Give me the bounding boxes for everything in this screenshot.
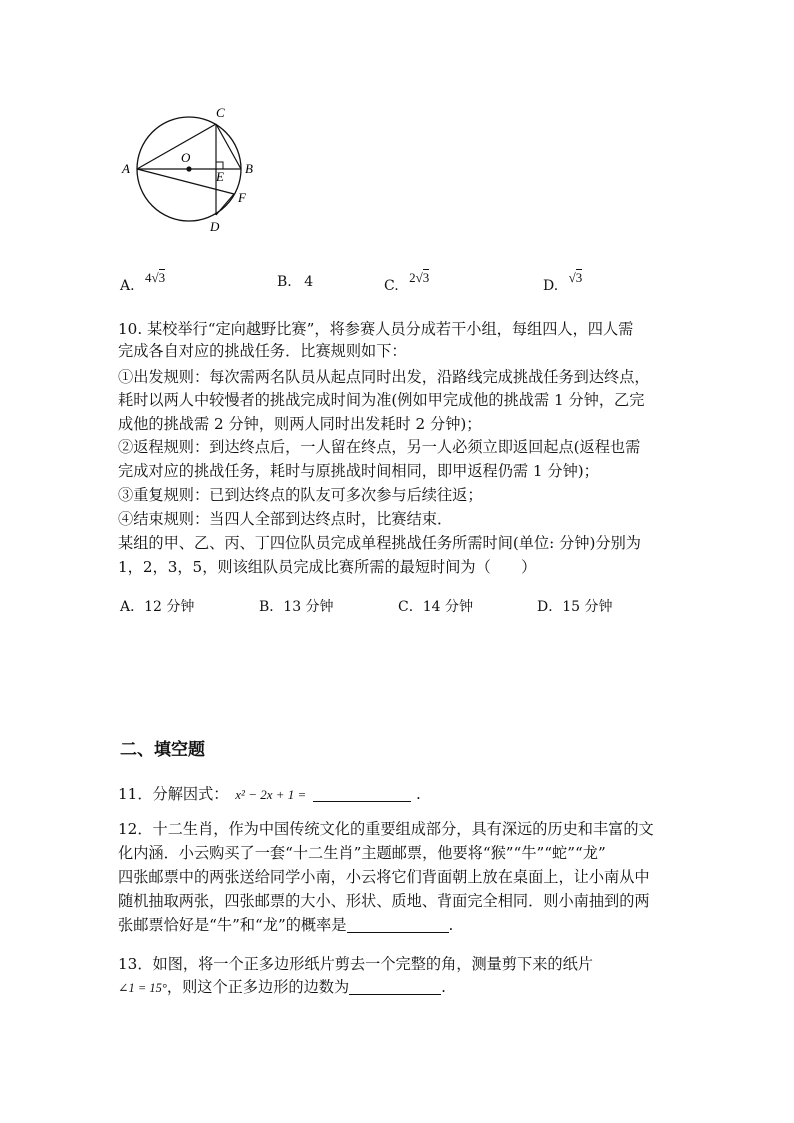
q10-line: 完成对应的挑战任务，耗时与原挑战时间相同，即甲返程仍需 1 分钟)； — [118, 462, 599, 480]
q10-option-b: B．13 分钟 — [259, 599, 334, 615]
q10-line: 某组的甲、乙、丙、丁四位队员完成单程挑战任务所需时间(单位: 分钟)分别为 — [118, 534, 641, 552]
q12-suffix: . — [448, 916, 454, 934]
answer-blank — [349, 980, 441, 995]
q12-line: 随机抽取两张，四张邮票的大小、形状、质地、背面完全相同．则小南抽到的两 — [118, 892, 650, 910]
sqrt-symbol: √ — [415, 270, 423, 285]
q12-line: 12．十二生肖，作为中国传统文化的重要组成部分，具有深远的历史和丰富的文 — [118, 820, 654, 838]
q13-suffix: . — [441, 978, 446, 996]
q10-line: ①出发规则：每次需两名队员从起点同时出发，沿路线完成挑战任务到达终点， — [118, 368, 650, 386]
q10-line: ②返程规则：到达终点后，一人留在终点，另一人必须立即返回起点(返程也需 — [118, 438, 641, 456]
q9-option-d — [543, 270, 583, 294]
sqrt-symbol: √ — [151, 270, 159, 285]
coefficient: 4 — [145, 270, 152, 285]
q10-option-d: D．15 分钟 — [537, 599, 613, 615]
option-letter: B. — [277, 274, 292, 290]
coefficient: 2 — [409, 270, 416, 285]
q13-text: ，则这个正多边形的边数为 — [166, 978, 350, 996]
option-letter: D. — [543, 278, 559, 294]
label-C: C — [216, 105, 225, 120]
q10-option-a: A．12 分钟 — [120, 599, 195, 615]
q11-suffix: . — [415, 785, 421, 803]
q10-line: ③重复规则：已到达终点的队友可多次参与后续往返； — [118, 486, 483, 504]
q12-last-line — [118, 914, 453, 936]
sqrt-symbol: √ — [568, 270, 576, 285]
q9-option-b — [277, 274, 313, 290]
q10-line: 完成各自对应的挑战任务．比赛规则如下： — [118, 342, 407, 360]
label-A: A — [122, 161, 130, 176]
q9-option-a — [120, 270, 166, 294]
label-D: D — [210, 219, 220, 234]
q11-prefix: 11．分解因式： — [118, 785, 229, 803]
label-F: F — [238, 190, 246, 205]
q13-angle: ∠1 = 15° — [118, 981, 167, 995]
q10-line: 10. 某校举行“定向越野比赛”，将参赛人员分成若干小组，每组四人，四人需 — [118, 320, 634, 338]
answer-blank — [347, 918, 449, 933]
segment-AC — [137, 124, 216, 169]
q9-option-c — [384, 270, 430, 294]
q10-line: 耗时以两人中较慢者的挑战完成时间为准(例如甲完成他的挑战需 1 分钟，乙完 — [118, 391, 645, 409]
radicand: 3 — [158, 270, 166, 285]
q10-line: ④结束规则：当四人全部到达终点时，比赛结束． — [118, 510, 453, 528]
q13-line: 13．如图，将一个正多边形纸片剪去一个完整的角，测量剪下来的纸片 — [118, 955, 593, 973]
q10-line: 成他的挑战需 2 分钟，则两人同时出发耗时 2 分钟)； — [118, 415, 482, 433]
q12-line: 化内涵．小云购买了一套“十二生肖”主题邮票，他要将“猴”“牛”“蛇”“龙” — [118, 844, 606, 862]
answer-blank — [313, 787, 411, 802]
right-angle-mark — [216, 162, 223, 169]
label-O: O — [181, 150, 191, 165]
label-E: E — [216, 169, 224, 184]
q13-second-line — [118, 976, 446, 999]
option-letter: C. — [384, 278, 399, 294]
q10-line: 1，2，3，5，则该组队员完成比赛所需的最短时间为（ ） — [118, 558, 537, 576]
q10-option-c: C．14 分钟 — [398, 599, 473, 615]
section-heading: 二、填空题 — [120, 740, 205, 760]
center-point-O — [186, 166, 191, 171]
q11-expression: x² − 2x + 1 = — [235, 787, 307, 802]
label-B: B — [245, 161, 253, 176]
option-letter: A. — [120, 278, 135, 294]
question-11 — [118, 783, 421, 806]
radicand: 3 — [422, 270, 430, 285]
circle-geometry-figure — [110, 100, 270, 240]
q12-last-text: 张邮票恰好是“牛”和“龙”的概率是 — [118, 916, 347, 934]
q12-line: 四张邮票中的两张送给同学小南，小云将它们背面朝上放在桌面上，让小南从中 — [118, 868, 650, 886]
segment-DF — [216, 194, 234, 215]
option-value: 4 — [304, 274, 314, 290]
radicand: 3 — [575, 270, 583, 285]
